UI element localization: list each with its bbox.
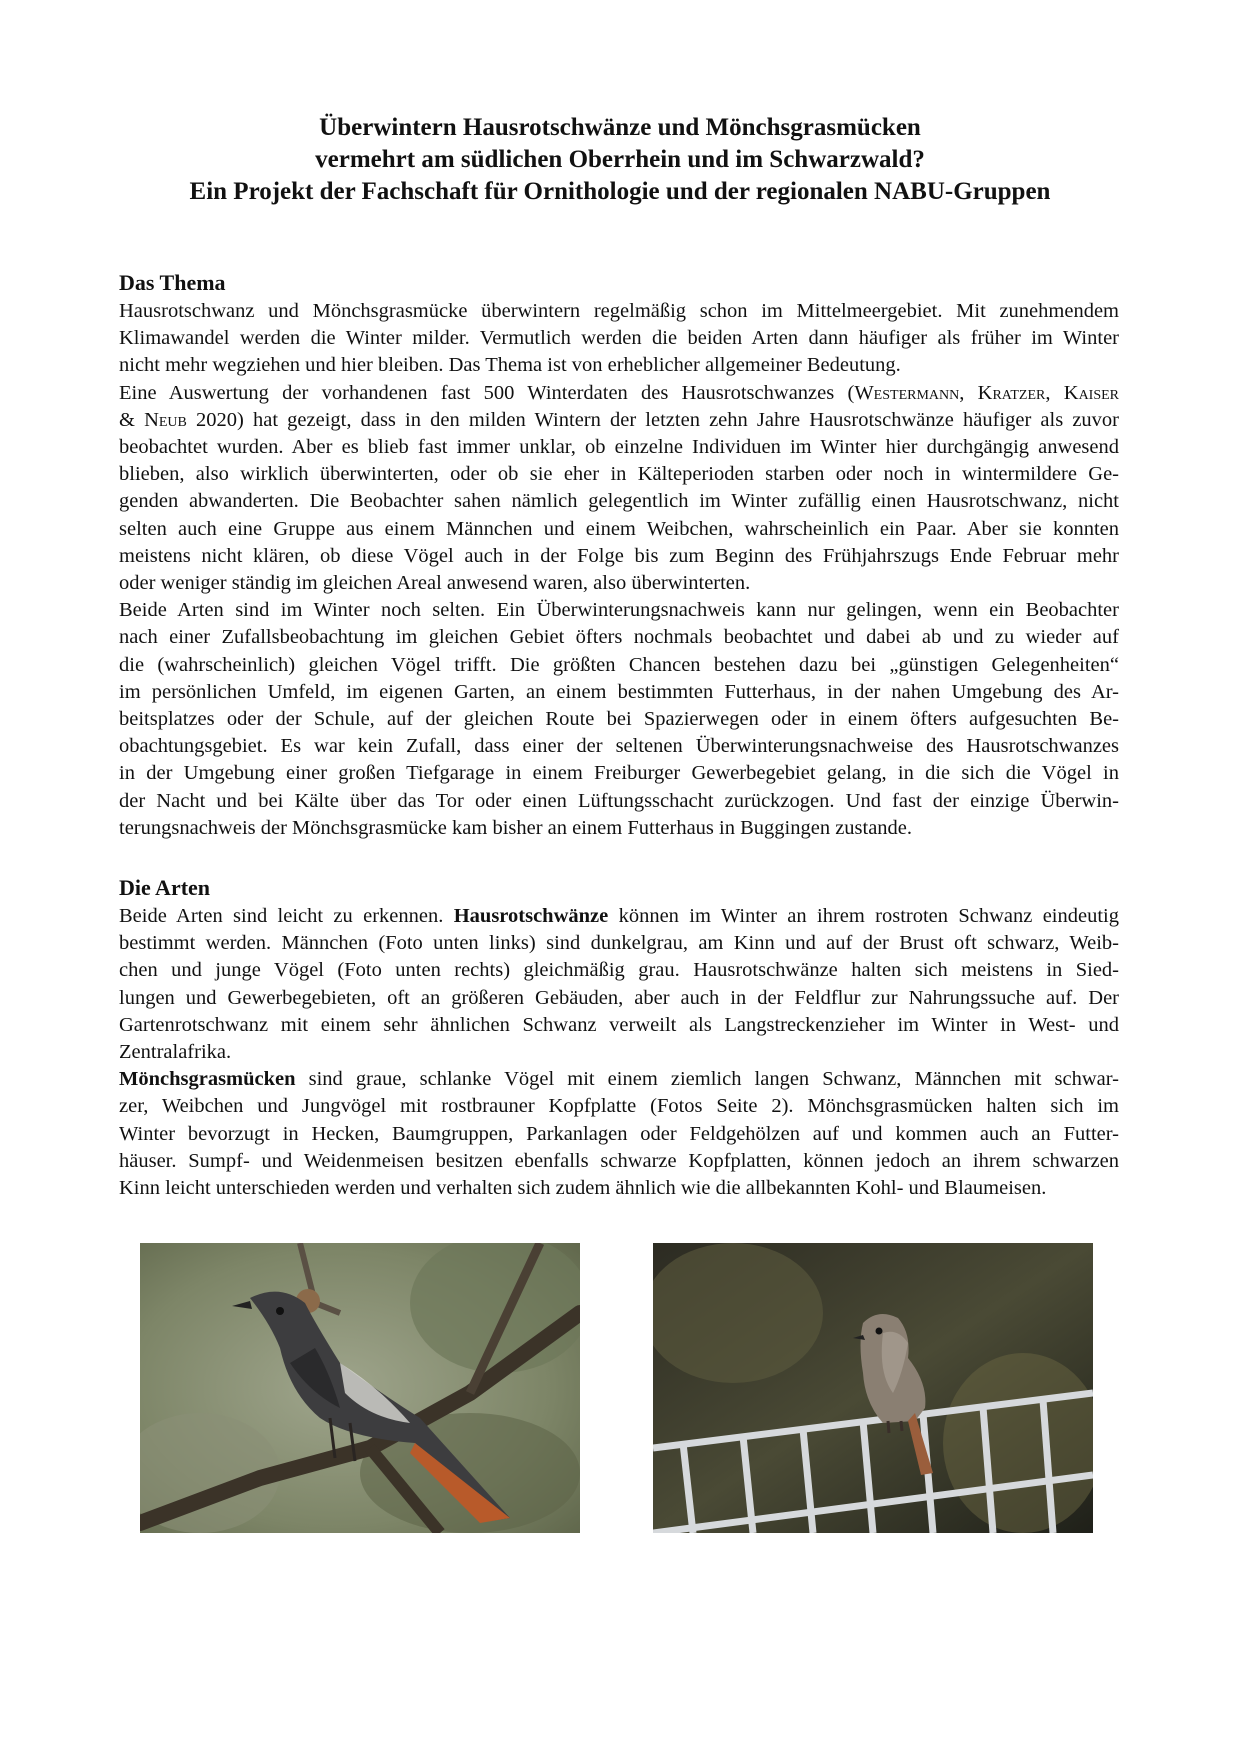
- document-title: [100, 112, 1140, 208]
- redstart-male-photo: [140, 1243, 580, 1533]
- author-name: Westermann: [854, 381, 960, 404]
- paragraph-line: terungsnachweis der Mönchsgrasmücke kam bisher an einem Futterhaus in Buggingen zustande.: [119, 816, 913, 839]
- paragraph-line: nicht mehr wegziehen und hier bleiben. Das Thema ist von erheblicher allgemeiner Bedeutung.: [119, 354, 901, 377]
- paragraph-line: häuser. Sumpf- und Weidenmeisen besitzen ebenfalls schwarze Kopfplatten, können jedoch an ihrem schwarzen: [119, 1149, 1119, 1172]
- paragraph-line: bestimmt werden. Männchen (Foto unten links) sind dunkelgrau, am Kinn und auf der Brust oft schwarz, Weib-: [119, 932, 1119, 955]
- paragraph-line: chen und junge Vögel (Foto unten rechts) gleichmäßig grau. Hausrotschwänze halten sich meistens in Sied-: [119, 959, 1119, 982]
- section-das-thema: [119, 268, 1119, 842]
- paragraph-line: [119, 903, 1119, 930]
- paragraph-line: nach einer Zufallsbeobachtung im gleichen Gebiet öfters nochmals beobachtet und dabei ab und zu wieder auf: [119, 626, 1119, 649]
- title-line-2: vermehrt am südlichen Oberrhein und im Schwarzwald?: [315, 146, 925, 173]
- bird-photo-icon: [653, 1243, 1093, 1533]
- section-heading-das-thema: Das Thema: [119, 270, 226, 295]
- paragraph-line: in der Umgebung einer großen Tiefgarage in einem Freiburger Gewerbegebiet gelang, in die sich die Vögel in: [119, 762, 1119, 785]
- text-run: sind graue, schlanke Vögel mit einem ziemlich langen Schwanz, Männchen mit schwar-: [295, 1068, 1119, 1091]
- paragraph-line: beitsplatzes oder der Schule, auf der gleichen Route bei Spazierwegen oder in einem öfters aufgesuchten Be-: [119, 708, 1119, 731]
- paragraph-line: [119, 1066, 1119, 1093]
- author-name: Kaiser: [1063, 381, 1120, 404]
- paragraph-line: Beide Arten sind im Winter noch selten. Ein Überwinterungsnachweis kann nur gelingen, wenn ein Beobachter: [119, 599, 1119, 622]
- title-line-3: Ein Projekt der Fachschaft für Ornithologie und der regionalen NABU-Gruppen: [189, 178, 1051, 205]
- paragraph-line: oder weniger ständig im gleichen Areal anwesend waren, also überwinterten.: [119, 572, 751, 595]
- paragraph-line: die (wahrscheinlich) gleichen Vögel trifft. Die größten Chancen bestehen dazu bei „günstigen Gelegenheiten“: [119, 653, 1119, 676]
- paragraph-line: blieben, also wirklich überwinterten, oder ob sie eher in Kälteperioden starben oder noch in wintermildere Ge-: [119, 463, 1119, 486]
- redstart-female-photo: [653, 1243, 1093, 1533]
- paragraph-line: zer, Weibchen und Jungvögel mit rostbrauner Kopfplatte (Fotos Seite 2). Mönchsgrasmücken halten sich im: [119, 1095, 1119, 1118]
- paragraph-line: genden abwanderten. Die Beobachter sahen nämlich gelegentlich im Winter zufällig einen Hausrotschwanz, nicht: [119, 490, 1119, 513]
- paragraph-line-citation: [119, 407, 1119, 434]
- title-line-1: Überwintern Hausrotschwänze und Mönchsgrasmücken: [319, 114, 921, 141]
- paragraph-line: Hausrotschwanz und Mönchsgrasmücke überwintern regelmäßig schon im Mittelmeergebiet. Mit zunehmendem: [119, 300, 1119, 322]
- paragraph-line: beobachtet wurden. Aber es blieb fast immer unklar, ob einzelne Individuen im Winter hier durchgängig anwesend: [119, 436, 1119, 459]
- paragraph-line: Zentralafrika.: [119, 1041, 232, 1064]
- separator: ,: [959, 381, 978, 404]
- paragraph-line: Klimawandel werden die Winter milder. Vermutlich werden die beiden Arten dann häufiger als früher im Winter: [119, 327, 1119, 350]
- paragraph-line: obachtungsgebiet. Es war kein Zufall, dass einer der seltenen Überwinterungsnachweise des Hausrotschwanzes: [119, 735, 1119, 758]
- separator: ,: [1045, 381, 1064, 404]
- paragraph-line: Winter bevorzugt in Hecken, Baumgruppen, Parkanlagen oder Feldgehölzen auf und kommen auch an Futter-: [119, 1122, 1119, 1145]
- paragraph-line: Kinn leicht unterschieden werden und verhalten sich zudem ähnlich wie die allbekannten Kohl- und Blaumeisen.: [119, 1177, 1047, 1200]
- ampersand: &: [119, 408, 145, 431]
- text-run: 2020) hat gezeigt, dass in den milden Wintern der letzten zehn Jahre Hausrotschwänze häufiger als zuvor: [186, 408, 1119, 431]
- paragraph-line: Gartenrotschwanz mit einem sehr ähnlichen Schwanz verweilt als Langstreckenzieher im Winter in West- und: [119, 1013, 1119, 1036]
- paragraph-line: lungen und Gewerbegebieten, oft an größeren Gebäuden, aber auch in der Feldflur zur Nahrungssuche auf. Der: [119, 986, 1119, 1009]
- section-die-arten: [119, 873, 1119, 1202]
- paragraph-line: im persönlichen Umfeld, im eigenen Garten, an einem bestimmten Futterhaus, in der nahen Umgebung des Ar-: [119, 680, 1119, 703]
- author-name: Kratzer: [977, 381, 1046, 404]
- text-run: Eine Auswertung der vorhandenen fast 500 Winterdaten des Hausrotschwanzes (: [119, 381, 855, 404]
- bird-photo-icon: [140, 1243, 580, 1533]
- species-name: Mönchsgrasmücken: [119, 1068, 296, 1091]
- author-name: Neub: [144, 408, 187, 431]
- species-name: Hausrotschwänze: [453, 905, 609, 927]
- paragraph-line: der Nacht und bei Kälte über das Tor oder einen Lüftungsschacht zurückzogen. Und fast der einzige Überwin-: [119, 789, 1119, 812]
- paragraph-line: selten auch eine Gruppe aus einem Männchen und einem Weibchen, wahrscheinlich ein Paar. Aber sie konnten: [119, 517, 1119, 540]
- section-heading-die-arten: Die Arten: [119, 875, 211, 900]
- paragraph-line: meistens nicht klären, ob diese Vögel auch in der Folge bis zum Beginn des Frühjahrszugs Ende Februar mehr: [119, 544, 1119, 567]
- text-run: können im Winter an ihrem rostroten Schwanz eindeutig: [608, 905, 1119, 927]
- paragraph-line-citation: [119, 380, 1119, 407]
- text-run: Beide Arten sind leicht zu erkennen.: [119, 905, 454, 927]
